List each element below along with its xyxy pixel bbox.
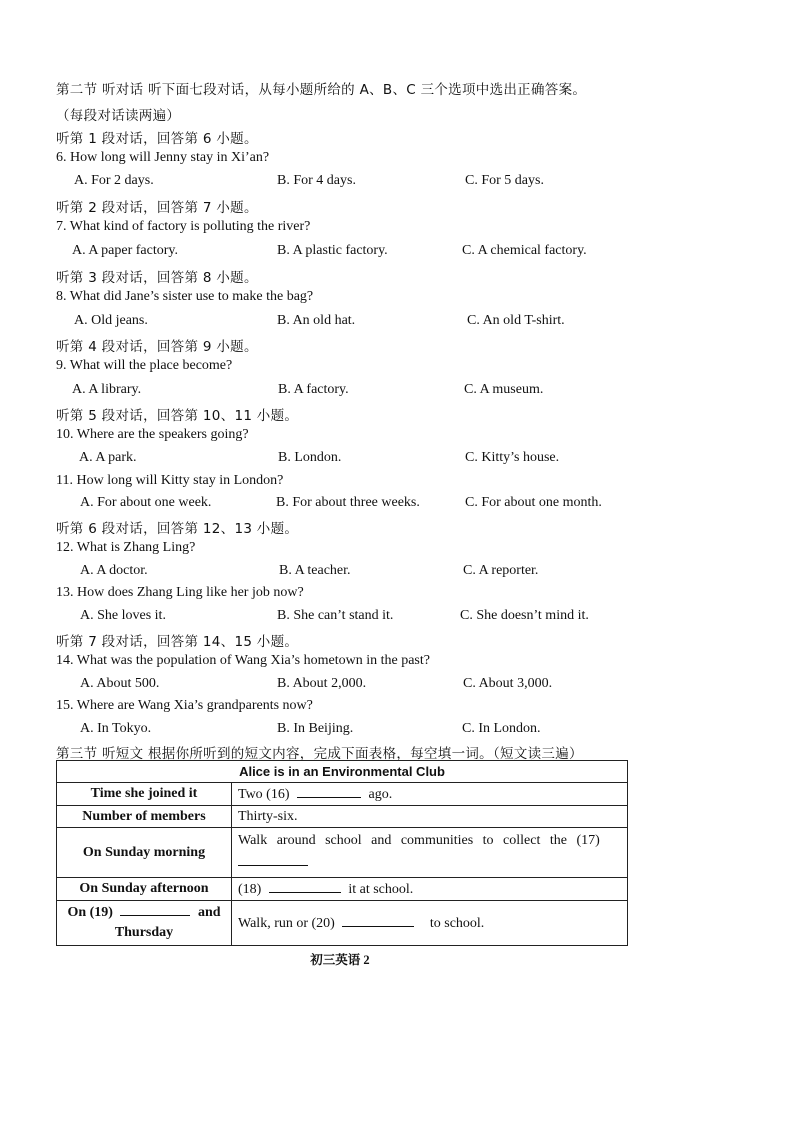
q7-option-c: C. A chemical factory. — [462, 243, 587, 258]
row-sunday-morning-label: On Sunday morning — [57, 828, 232, 878]
question-15: 15. Where are Wang Xia’s grandparents now? — [56, 698, 313, 713]
q13-option-b: B. She can’t stand it. — [277, 608, 394, 623]
row-members-label: Number of members — [57, 806, 232, 828]
q10-option-b: B. London. — [278, 450, 342, 465]
section2-heading: 第二节 听对话 听下面七段对话，从每小题所给的 A、B、C 三个选项中选出正确答案。 — [56, 82, 587, 98]
section2-note: （每段对话读两遍） — [56, 108, 181, 124]
q9-option-b: B. A factory. — [278, 382, 349, 397]
q14-option-a: A. About 500. — [80, 676, 160, 691]
row-members-value: Thirty-six. — [232, 806, 628, 828]
row-days-label-pre: On (19) — [67, 905, 113, 920]
question-8: 8. What did Jane’s sister use to make the bag? — [56, 289, 314, 304]
dialogue-intro-5: 听第 5 段对话，回答第 10、11 小题。 — [56, 408, 299, 424]
q14-option-b: B. About 2,000. — [277, 676, 367, 691]
dialogue-intro-1: 听第 1 段对话，回答第 6 小题。 — [56, 131, 258, 147]
q7-option-b: B. A plastic factory. — [277, 243, 388, 258]
row-sunday-morning-text: Walk around school and communities to collect the (17) — [238, 833, 600, 848]
q6-option-c: C. For 5 days. — [465, 173, 544, 188]
row-days-pre: Walk, run or (20) — [238, 916, 335, 931]
question-14: 14. What was the population of Wang Xia’s hometown in the past? — [56, 653, 430, 668]
row-time-value — [232, 783, 628, 806]
row-sunday-afternoon-pre: (18) — [238, 882, 262, 897]
row-time-label: Time she joined it — [57, 783, 232, 806]
q10-option-a: A. A park. — [79, 450, 137, 465]
q14-option-c: C. About 3,000. — [463, 676, 553, 691]
q7-option-a: A. A paper factory. — [72, 243, 178, 258]
row-sunday-morning-value — [232, 828, 628, 878]
blank-19[interactable] — [120, 903, 190, 916]
row-sunday-afternoon-value — [232, 878, 628, 901]
question-11: 11. How long will Kitty stay in London? — [56, 473, 284, 488]
blank-18[interactable] — [269, 880, 341, 893]
row-days-label-and: and — [197, 905, 221, 920]
q12-option-a: A. A doctor. — [80, 563, 148, 578]
question-12: 12. What is Zhang Ling? — [56, 540, 196, 555]
q9-option-c: C. A museum. — [464, 382, 544, 397]
row-days-label — [57, 901, 232, 946]
dialogue-intro-4: 听第 4 段对话，回答第 9 小题。 — [56, 339, 258, 355]
question-6: 6. How long will Jenny stay in Xi’an? — [56, 150, 270, 165]
q13-option-c: C. She doesn’t mind it. — [460, 608, 589, 623]
row-days-value — [232, 901, 628, 946]
row-sunday-afternoon-label: On Sunday afternoon — [57, 878, 232, 901]
q8-option-c: C. An old T-shirt. — [467, 313, 565, 328]
row-sunday-afternoon-post: it at school. — [348, 882, 414, 897]
q12-option-b: B. A teacher. — [279, 563, 351, 578]
question-10: 10. Where are the speakers going? — [56, 427, 249, 442]
row-time-post: ago. — [368, 787, 393, 802]
club-table — [56, 760, 628, 946]
dialogue-intro-7: 听第 7 段对话，回答第 14、15 小题。 — [56, 634, 299, 650]
q13-option-a: A. She loves it. — [80, 608, 166, 623]
row-time-pre: Two (16) — [238, 787, 290, 802]
row-days-label-thursday: Thursday — [114, 925, 174, 940]
q11-option-a: A. For about one week. — [80, 495, 212, 510]
q15-option-b: B. In Beijing. — [277, 721, 354, 736]
question-7: 7. What kind of factory is polluting the river? — [56, 219, 311, 234]
q8-option-a: A. Old jeans. — [74, 313, 148, 328]
page-footer: 初三英语 2 — [310, 953, 370, 967]
q11-option-c: C. For about one month. — [465, 495, 602, 510]
q8-option-b: B. An old hat. — [277, 313, 356, 328]
dialogue-intro-6: 听第 6 段对话，回答第 12、13 小题。 — [56, 521, 299, 537]
q6-option-b: B. For 4 days. — [277, 173, 356, 188]
q15-option-c: C. In London. — [462, 721, 541, 736]
section3-heading: 第三节 听短文 根据你所听到的短文内容，完成下面表格，每空填一词。（短文读三遍） — [56, 746, 583, 762]
q11-option-b: B. For about three weeks. — [276, 495, 420, 510]
blank-20[interactable] — [342, 914, 414, 927]
q15-option-a: A. In Tokyo. — [80, 721, 152, 736]
q6-option-a: A. For 2 days. — [74, 173, 154, 188]
dialogue-intro-3: 听第 3 段对话，回答第 8 小题。 — [56, 270, 258, 286]
q10-option-c: C. Kitty’s house. — [465, 450, 560, 465]
blank-16[interactable] — [297, 785, 361, 798]
question-9: 9. What will the place become? — [56, 358, 233, 373]
row-days-post: to school. — [429, 916, 485, 931]
q9-option-a: A. A library. — [72, 382, 142, 397]
table-title: Alice is in an Environmental Club — [57, 761, 628, 783]
question-13: 13. How does Zhang Ling like her job now? — [56, 585, 304, 600]
blank-17[interactable] — [238, 853, 308, 866]
q12-option-c: C. A reporter. — [463, 563, 539, 578]
dialogue-intro-2: 听第 2 段对话，回答第 7 小题。 — [56, 200, 258, 216]
